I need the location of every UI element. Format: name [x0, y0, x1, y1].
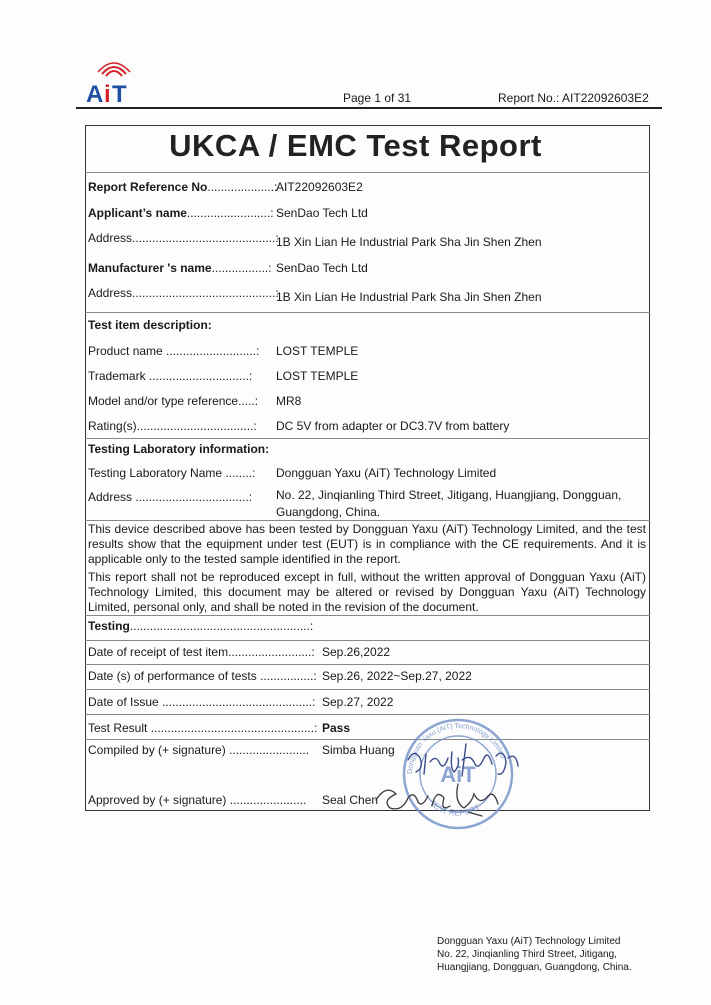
report-reference-label: Report Reference No	[88, 180, 208, 194]
issue-date-value: Sep.27, 2022	[322, 695, 394, 709]
model-value: MR8	[276, 394, 302, 408]
trademark-value: LOST TEMPLE	[276, 369, 359, 383]
ait-logo	[84, 62, 144, 104]
performance-date-label: Date (s) of performance of tests ................:	[88, 669, 317, 683]
divider	[85, 438, 650, 439]
testing-heading: Testing	[88, 619, 130, 633]
test-result-value: Pass	[322, 721, 351, 735]
receipt-date-label: Date of receipt of test item.........................:	[88, 645, 315, 659]
testing-heading-row	[88, 619, 313, 633]
lab-address-line2: Guangdong, China.	[276, 505, 381, 519]
divider	[85, 172, 650, 173]
product-name-value: LOST TEMPLE	[276, 344, 359, 358]
svg-text:A: A	[86, 81, 104, 104]
lab-name-value: Dongguan Yaxu (AiT) Technology Limited	[276, 466, 497, 480]
svg-text:i: i	[104, 81, 111, 104]
dots: ....................:	[207, 180, 278, 194]
trademark-label: Trademark ..............................:	[88, 369, 253, 383]
footer-street: No. 22, Jinqianling Third Street, Jitigang,	[437, 949, 617, 960]
manufacturer-value: SenDao Tech Ltd	[276, 261, 368, 275]
address-value: 1B Xin Lian He Industrial Park Sha Jin Shen Zhen	[276, 235, 542, 249]
dots: ...........................................:	[132, 286, 279, 300]
approved-by-label: Approved by (+ signature) .......................	[88, 793, 307, 807]
compiled-by-value: Simba Huang	[322, 743, 395, 757]
applicant-row	[88, 206, 274, 220]
divider	[85, 615, 650, 616]
compiled-by-label: Compiled by (+ signature) ........................	[88, 743, 310, 757]
svg-text:T: T	[112, 81, 127, 104]
model-label: Model and/or type reference.....:	[88, 394, 259, 408]
lab-address-label: Address ..................................:	[88, 490, 253, 504]
page-number: Page 1 of 31	[343, 91, 412, 105]
manufacturer-address-value: 1B Xin Lian He Industrial Park Sha Jin Shen Zhen	[276, 290, 542, 304]
test-item-heading: Test item description:	[88, 318, 212, 332]
product-name-label: Product name ...........................:	[88, 344, 260, 358]
address-label: Address	[88, 286, 133, 300]
divider	[85, 689, 650, 690]
dots: .........................:	[186, 206, 274, 220]
manufacturer-address-row	[88, 286, 279, 300]
seal-ring-text: Dongguan Yaxu (AiT) Technology Limited	[406, 722, 507, 775]
manufacturer-label: Manufacturer 's name	[88, 261, 212, 275]
lab-address-line1: No. 22, Jinqianling Third Street, Jitigang, Huangjiang, Dongguan,	[276, 488, 622, 502]
issue-date-label: Date of Issue .............................................:	[88, 695, 316, 709]
dots: .................:	[211, 261, 272, 275]
report-reference-value: AIT22092603E2	[276, 180, 363, 194]
compliance-statement: This device described above has been tested by Dongguan Yaxu (AiT) Technology Limited, and the test results show that the equipment under test (EUT) is in compliance with the CE requirements. And it is applicable only to the tested sample identified in the report.	[88, 522, 646, 566]
dots: ......................................................:	[129, 619, 314, 633]
rating-label: Rating(s)...................................:	[88, 419, 257, 433]
report-number: Report No.: AIT22092603E2	[498, 91, 649, 105]
divider	[85, 714, 650, 715]
applicant-label: Applicant’s name	[88, 206, 187, 220]
header-divider	[76, 107, 662, 109]
footer-company: Dongguan Yaxu (AiT) Technology Limited	[437, 936, 621, 947]
report-title: UKCA / EMC Test Report	[169, 128, 542, 163]
address-label: Address	[88, 231, 133, 245]
signature-seal-chen	[372, 776, 512, 820]
applicant-value: SenDao Tech Ltd	[276, 206, 368, 220]
receipt-date-value: Sep.26,2022	[322, 645, 391, 659]
divider	[85, 664, 650, 665]
footer-address	[437, 935, 632, 974]
rating-value: DC 5V from adapter or DC3.7V from battery	[276, 419, 510, 433]
address-row	[88, 231, 279, 245]
test-result-label: Test Result .................................................:	[88, 721, 318, 735]
manufacturer-row	[88, 261, 272, 275]
dots: ...........................................:	[132, 231, 279, 245]
divider	[85, 312, 650, 313]
divider	[85, 520, 650, 521]
lab-name-label: Testing Laboratory Name ........:	[88, 466, 256, 480]
reproduction-statement: This report shall not be reproduced except in full, without the written approval of Dongguan Yaxu (AiT) Technology Limited, this document may be altered or revised by Dongguan Yaxu (AiT) Technology Limited, personal only, and shall be noted in the revision of the document.	[88, 570, 646, 614]
seal-center-text: AiT	[440, 762, 476, 787]
approved-by-value: Seal Chen	[322, 793, 379, 807]
seal-bottom-text: TEST REPORT	[427, 798, 482, 818]
lab-heading: Testing Laboratory information:	[88, 442, 270, 456]
footer-city: Huangjiang, Dongguan, Guangdong, China.	[437, 962, 632, 973]
divider	[85, 739, 650, 740]
report-reference-row	[88, 180, 277, 194]
performance-date-value: Sep.26, 2022~Sep.27, 2022	[322, 669, 472, 683]
divider	[85, 640, 650, 641]
